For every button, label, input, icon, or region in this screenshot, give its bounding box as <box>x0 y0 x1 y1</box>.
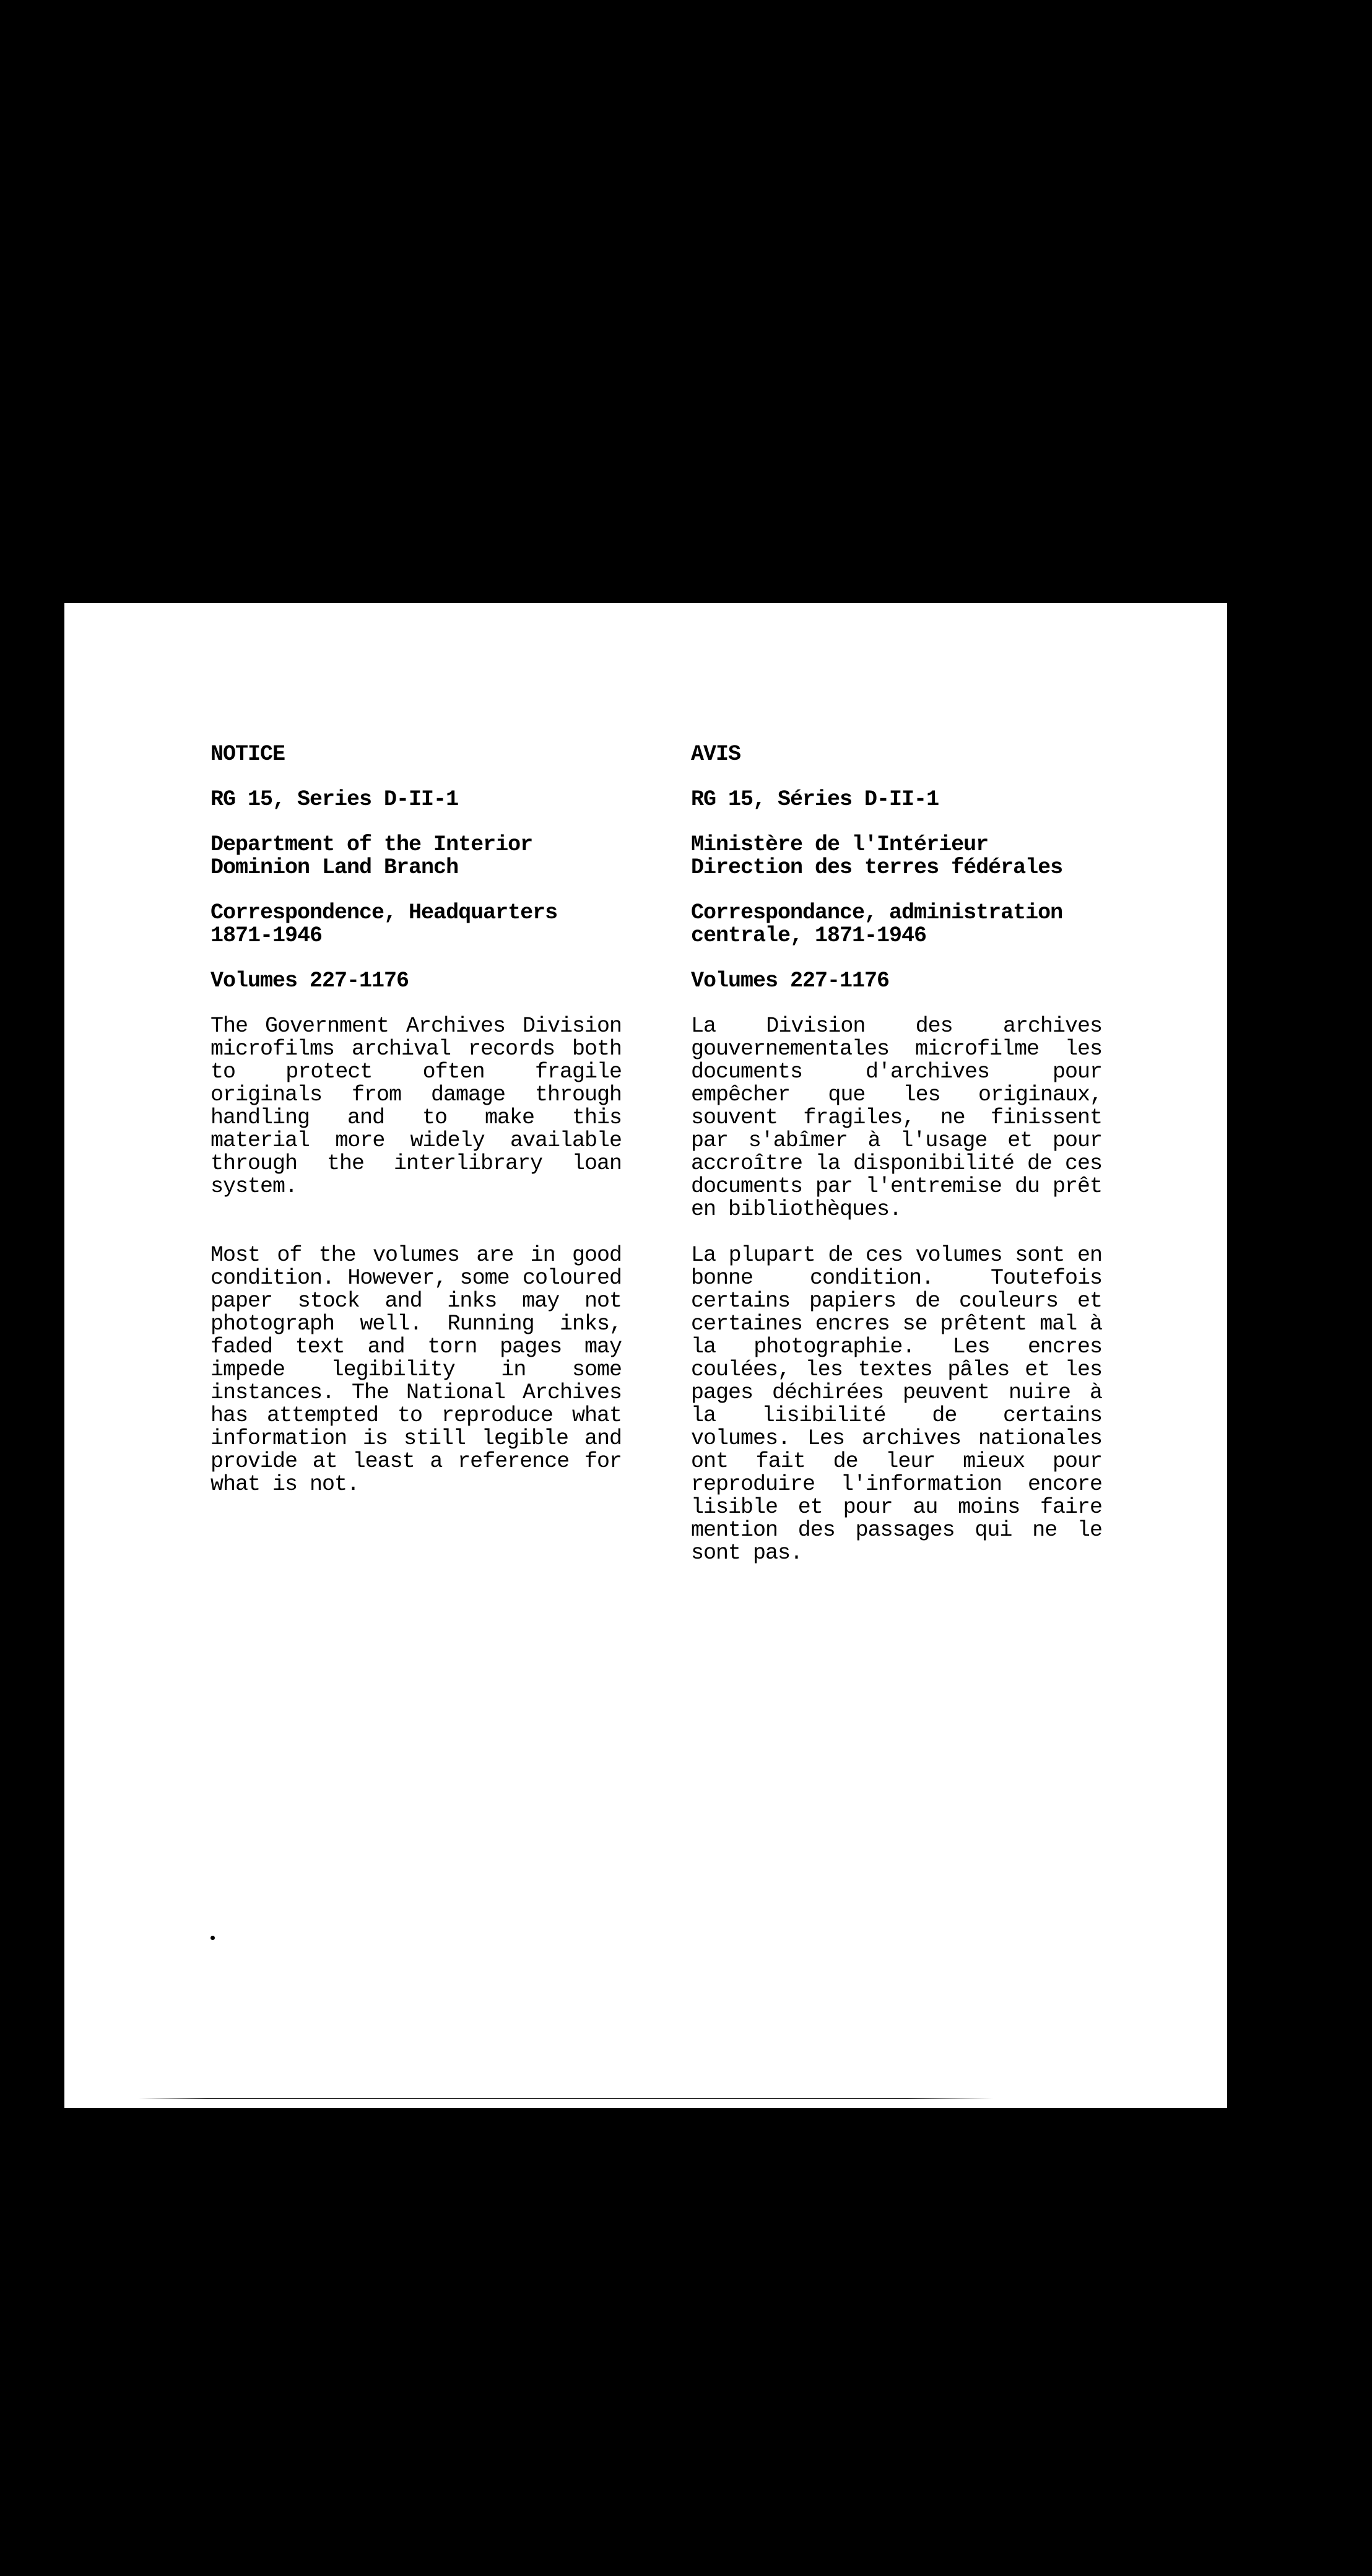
condition-paragraph-fr: La plupart de ces volumes sont en bonne condition. Toutefois certains papiers de couleurs et certaines encres se prêtent mal à la photographie. Les encres coulées, les textes pâles et les pages déchirées peuvent nuire à la lisibilité de certains volumes. Les archives nationales ont fait de leur mieux pour reproduire l'information encore lisible et pour au moins faire mention des passages qui ne le sont pas. <box>691 1243 1102 1565</box>
records-label-fr: Correspondance, administration centrale, 1871-1946 <box>691 900 1063 948</box>
department-label: Department of the Interior Dominion Land Branch <box>211 832 533 880</box>
microfilm-paragraph: The Government Archives Division microfilms archival records both to protect often fragile originals from damage through handling and to make this material more widely available through the interlibrary loan system. <box>211 1014 622 1199</box>
volumes-label-fr: Volumes 227-1176 <box>691 968 890 993</box>
film-edge-line <box>139 2098 993 2099</box>
microfilm-paragraph-fr: La Division des archives gouvernementales microfilme les documents d'archives pour empêcher que les originaux, souvent fragiles, ne finissent par s'abîmer à l'usage et pour accroître la disponibilité de ces documents par l'entremise du prêt en bibliothèques. <box>691 1014 1102 1222</box>
records-label: Correspondence, Headquarters 1871-1946 <box>211 900 558 948</box>
french-column <box>691 743 1102 1587</box>
avis-heading: AVIS <box>691 742 741 767</box>
series-label-fr: RG 15, Séries D-II-1 <box>691 787 939 812</box>
volumes-label: Volumes 227-1176 <box>211 968 409 993</box>
document-page <box>64 603 1227 2108</box>
condition-paragraph: Most of the volumes are in good condition. However, some coloured paper stock and inks may not photograph well. Running inks, faded text and torn pages may impede legibility in some instances. The National Archives has attempted to reproduce what information is still legible and provide at least a reference for what is not. <box>211 1243 622 1497</box>
english-column <box>211 743 622 1518</box>
department-label-fr: Ministère de l'Intérieur Direction des terres fédérales <box>691 832 1063 880</box>
stray-dot-mark <box>211 1936 215 1940</box>
notice-heading: NOTICE <box>211 742 285 767</box>
series-label: RG 15, Series D-II-1 <box>211 787 459 812</box>
